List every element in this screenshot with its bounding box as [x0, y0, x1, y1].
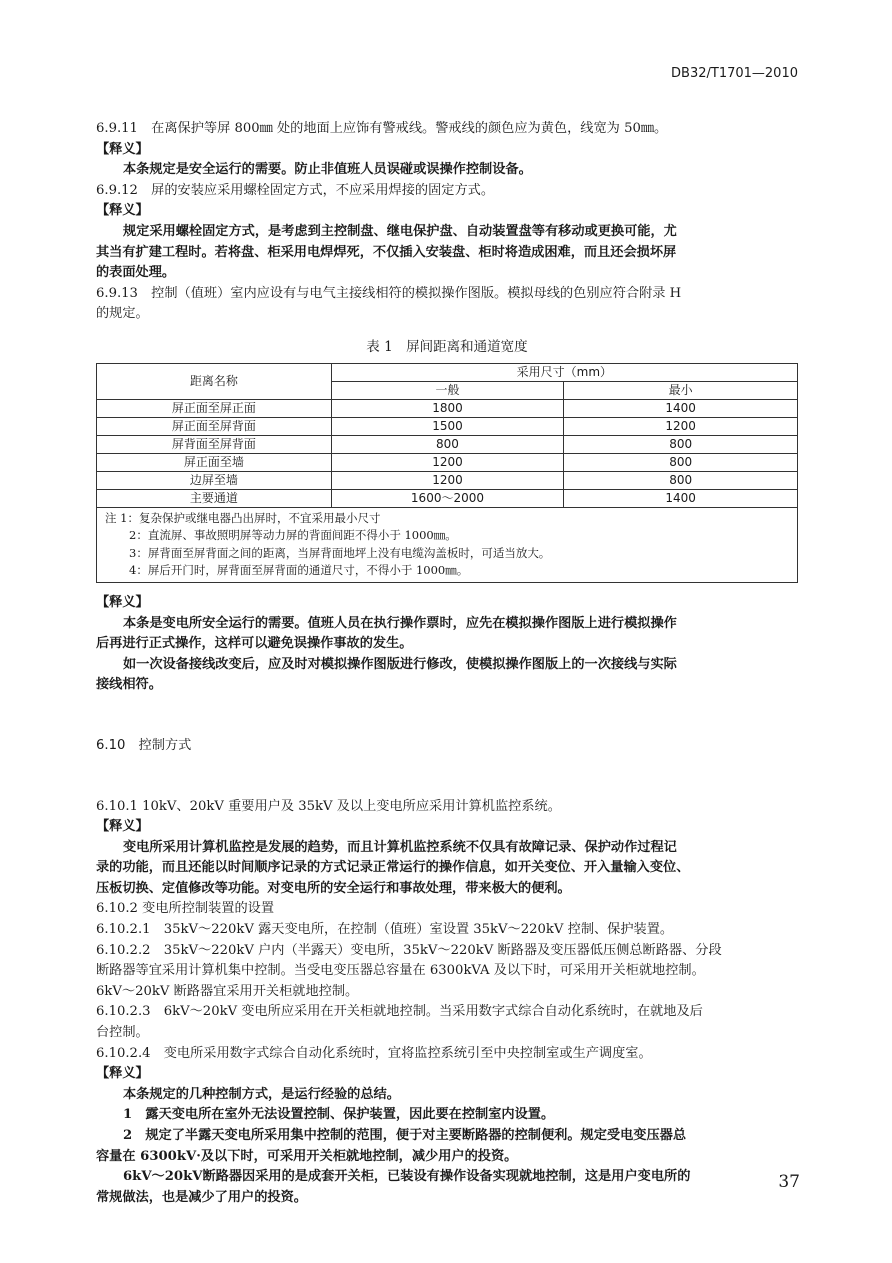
- table-caption: 表 1 屏间距离和通道宽度: [366, 338, 528, 355]
- text-line: 6.10.2 变电所控制装置的设置: [96, 901, 275, 917]
- text-line: 2 规定了半露天变电所采用集中控制的范围，便于对主要断路器的控制便利。规定受电变压器总: [123, 1128, 687, 1143]
- spacer: [96, 712, 798, 720]
- text-line: 本条规定的几种控制方式，是运行经验的总结。: [123, 1086, 400, 1102]
- table-cell-general: 1200: [331, 453, 564, 471]
- bottom-text-block: [96, 593, 798, 1208]
- text-line: 如一次设备接线改变后，应及时对模拟操作图版进行修改，使模拟操作图版上的一次接线与实际: [123, 656, 677, 672]
- table-cell-min: 800: [564, 453, 798, 471]
- text-line: 【释义】: [96, 819, 149, 835]
- top-text-block: [96, 119, 798, 325]
- text-line: 本条规定是安全运行的需要。防止非值班人员误碰或误操作控制设备。: [123, 162, 532, 178]
- table-cell-name: 边屏至墙: [97, 471, 332, 489]
- table-cell-min: 800: [564, 435, 798, 453]
- table-cell-name: 屏正面至屏正面: [97, 399, 332, 417]
- text-line: 【释义】: [96, 1066, 149, 1082]
- section-heading: 6.10 控制方式: [96, 737, 192, 753]
- text-line: 其当有扩建工程时。若将盘、柜采用电焊焊死，不仅插入安装盘、柜时将造成困难，而且还会损坏屏: [96, 244, 677, 260]
- header-size-group: 采用尺寸（mm）: [331, 363, 797, 381]
- table-note: 注 1：复杂保护或继电器凸出屏时，不宜采用最小尺寸: [105, 510, 381, 525]
- text-line: 台控制。: [96, 1025, 149, 1041]
- text-line: 【释义】: [96, 203, 149, 219]
- table-cell-general: 1500: [331, 417, 564, 435]
- text-line: 容量在 6300kV·及以下时，可采用开关柜就地控制，减少用户的投资。: [96, 1148, 518, 1164]
- table-cell-min: 1400: [564, 399, 798, 417]
- table-cell-min: 1400: [564, 489, 798, 507]
- text-line: 6.10.2.1 35kV～220kV 露天变电所，在控制（值班）室设置 35kV～220kV 控制、保护装置。: [96, 922, 674, 938]
- table-cell-name: 屏正面至墙: [97, 453, 332, 471]
- text-line: 6.9.13 控制（值班）室内应设有与电气主接线相符的模拟操作图版。模拟母线的色别应符合附录 H: [96, 285, 682, 301]
- text-line: 接线相符。: [96, 677, 162, 693]
- text-line: 【释义】: [96, 594, 149, 610]
- table-row: [97, 417, 798, 435]
- table-cell-name: 屏正面至屏背面: [97, 417, 332, 435]
- table-row: [97, 471, 798, 489]
- header-general: 一般: [331, 381, 564, 399]
- text-line: 6.10.2.2 35kV～220kV 户内（半露天）变电所，35kV～220kV 断路器及变压器低压侧总断路器、分段: [96, 942, 722, 958]
- table-notes: [97, 507, 798, 582]
- text-line: 压板切换、定值修改等功能。对变电所的安全运行和事故处理，带来极大的便利。: [96, 880, 571, 896]
- table-cell-general: 1800: [331, 399, 564, 417]
- table-cell-general: 1600～2000: [331, 489, 564, 507]
- table-row: [97, 453, 798, 471]
- text-line: 6kV～20kV 断路器宜采用开关柜就地控制。: [96, 983, 359, 999]
- text-line: 6.9.12 屏的安装应采用螺栓固定方式，不应采用焊接的固定方式。: [96, 182, 495, 198]
- table-note: 2：直流屏、事故照明屏等动力屏的背面间距不得小于 1000㎜。: [129, 528, 457, 543]
- table-cell-general: 800: [331, 435, 564, 453]
- text-line: 规定采用螺栓固定方式，是考虑到主控制盘、继电保护盘、自动装置盘等有移动或更换可能，尤: [123, 223, 677, 239]
- table-cell-general: 1200: [331, 471, 564, 489]
- table-cell-name: 屏背面至屏背面: [97, 435, 332, 453]
- table-note: 4：屏后开门时，屏背面至屏背面的通道尺寸，不得小于 1000㎜。: [129, 563, 469, 578]
- text-line: 的规定。: [96, 306, 149, 322]
- header-minimum: 最小: [564, 381, 798, 399]
- table-row: [97, 435, 798, 453]
- text-line: 录的功能，而且还能以时间顺序记录的方式记录正常运行的操作信息，如开关变位、开入量输入变位、: [96, 860, 690, 876]
- text-line: 6.10.2.4 变电所采用数字式综合自动化系统时，宜将监控系统引至中央控制室或生产调度室。: [96, 1045, 652, 1061]
- text-line: 1 露天变电所在室外无法设置控制、保护装置，因此要在控制室内设置。: [123, 1107, 555, 1123]
- text-line: 断路器等宜采用计算机集中控制。当受电变压器总容量在 6300kVA 及以下时，可采用开关柜就地控制。: [96, 963, 705, 979]
- table-row: [97, 489, 798, 507]
- text-line: 常规做法，也是减少了用户的投资。: [96, 1189, 307, 1205]
- text-line: 6.10.1 10kV、20kV 重要用户及 35kV 及以上变电所应采用计算机监控系统。: [96, 798, 561, 814]
- table-cell-name: 主要通道: [97, 489, 332, 507]
- text-line: 【释义】: [96, 141, 149, 157]
- text-line: 本条是变电所安全运行的需要。值班人员在执行操作票时，应先在模拟操作图版上进行模拟操作: [123, 615, 677, 631]
- table-note: 3：屏背面至屏背面之间的距离，当屏背面地坪上没有电缆沟盖板时，可适当放大。: [129, 545, 551, 560]
- text-line: 的表面处理。: [96, 265, 176, 281]
- document-code: DB32/T1701—2010: [671, 66, 798, 81]
- text-line: 6kV～20kV断路器因采用的是成套开关柜，已装设有操作设备实现就地控制，这是用户变电所的: [123, 1169, 691, 1185]
- header-distance-name: 距离名称: [97, 363, 332, 399]
- text-line: 6.9.11 在离保护等屏 800㎜ 处的地面上应饰有警戒线。警戒线的颜色应为黄色，线宽为 50㎜。: [96, 121, 668, 136]
- clearance-table: [96, 363, 798, 583]
- page-number: 37: [778, 1172, 800, 1192]
- text-line: 变电所采用计算机监控是发展的趋势，而且计算机监控系统不仅具有故障记录、保护动作过程记: [123, 839, 677, 855]
- table-body: [97, 399, 798, 507]
- table-cell-min: 800: [564, 471, 798, 489]
- text-line: 6.10.2.3 6kV～20kV 变电所应采用在开关柜就地控制。当采用数字式综合自动化系统时，在就地及后: [96, 1004, 703, 1020]
- page-content: [96, 119, 798, 1208]
- spacer: [96, 773, 798, 781]
- text-line: 后再进行正式操作，这样可以避免误操作事故的发生。: [96, 636, 413, 652]
- table-cell-min: 1200: [564, 417, 798, 435]
- table-row: [97, 399, 798, 417]
